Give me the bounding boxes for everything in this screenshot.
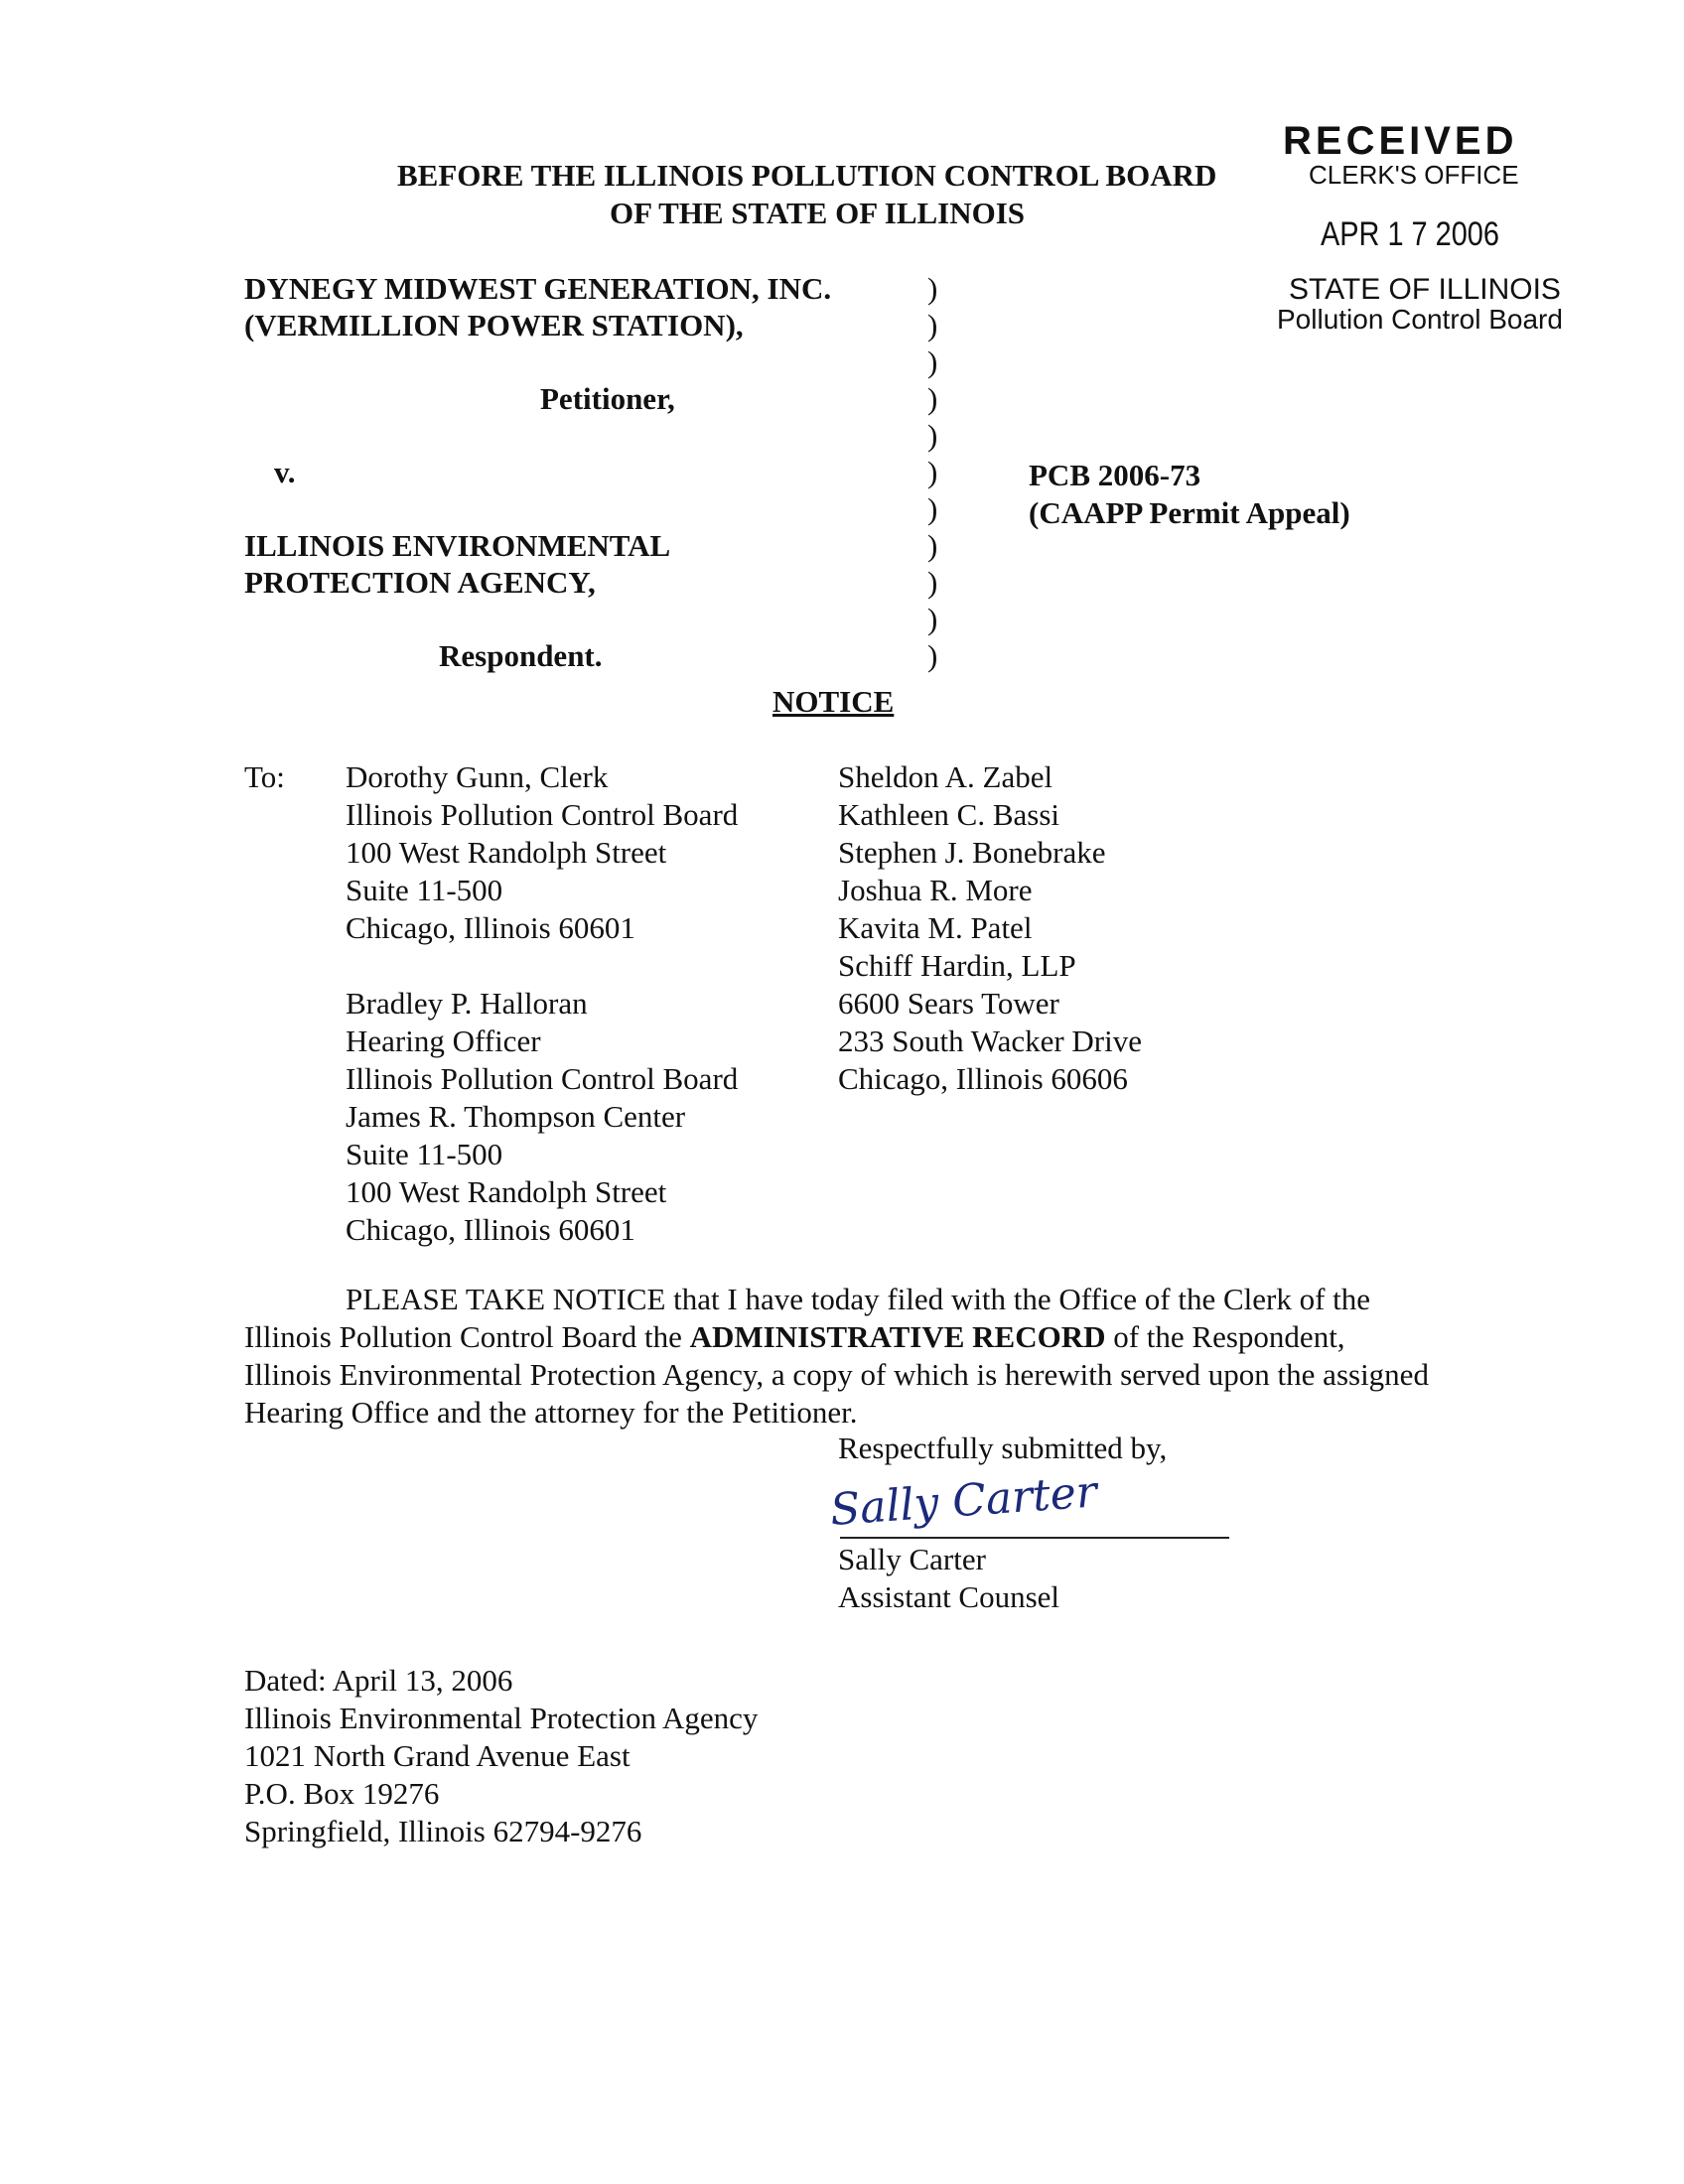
received-stamp-office: CLERK'S OFFICE [1309,160,1519,190]
caption-parentheses [927,270,937,674]
case-info [1029,457,1350,532]
caption-paren: ) [927,455,938,489]
caption-paren: ) [927,308,938,342]
signature: Sally Carter [828,1466,1099,1536]
address-line: Stephen J. Bonebrake [838,835,1106,870]
agency-pobox-line: P.O. Box 19276 [244,1776,440,1811]
agency-name-line: Illinois Environmental Protection Agency [244,1701,759,1735]
address-line: Kathleen C. Bassi [838,797,1059,832]
address-line: Sheldon A. Zabel [838,759,1053,794]
administrative-record-emphasis: ADMINISTRATIVE RECORD [689,1319,1106,1354]
address-line: Illinois Pollution Control Board [346,1061,739,1096]
address-line: Suite 11-500 [346,1137,503,1171]
board-heading: BEFORE THE ILLINOIS POLLUTION CONTROL BOARD [397,158,1217,193]
caption-paren: ) [927,344,938,379]
respectfully-submitted: Respectfully submitted by, [838,1431,1168,1465]
address-line: 6600 Sears Tower [838,986,1059,1021]
recipients-right [838,758,1142,1098]
address-line: Dorothy Gunn, Clerk [346,759,609,794]
address-line: Kavita M. Patel [838,910,1033,945]
dated-block [244,1662,758,1850]
received-stamp-date: APR 1 7 2006 [1321,215,1499,253]
case-type: (CAAPP Permit Appeal) [1029,495,1350,530]
address-line: 100 West Randolph Street [346,1174,667,1209]
signer-name: Sally Carter [838,1542,986,1576]
petitioner-name-line1: DYNEGY MIDWEST GENERATION, INC. [244,271,832,306]
caption-paren: ) [927,528,938,563]
caption-paren: ) [927,271,938,306]
dated-line: Dated: April 13, 2006 [244,1663,513,1698]
address-line: Suite 11-500 [346,873,503,907]
caption-paren: ) [927,381,938,416]
agency-address-line: 1021 North Grand Avenue East [244,1738,631,1773]
to-label: To: [244,759,285,794]
caption-paren: ) [927,491,938,526]
state-heading: OF THE STATE OF ILLINOIS [610,196,1026,230]
address-line: Chicago, Illinois 60601 [346,910,635,945]
address-line: Schiff Hardin, LLP [838,948,1076,983]
address-line: Bradley P. Halloran [346,986,588,1021]
respondent-name-line1: ILLINOIS ENVIRONMENTAL [244,528,671,563]
notice-text-part1: PLEASE TAKE NOTICE that I have today filed with the Office of the Clerk of the Illinois Pollution Control Board the [244,1282,1371,1354]
petitioner-role: Petitioner, [540,381,675,416]
notice-heading: NOTICE [772,684,895,719]
address-line: 233 South Wacker Drive [838,1024,1143,1058]
address-line: Chicago, Illinois 60601 [346,1212,635,1247]
address-line: Illinois Pollution Control Board [346,797,739,832]
respondent-role: Respondent. [439,638,603,673]
signature-line [840,1537,1229,1539]
case-caption [244,270,939,674]
received-stamp-board: Pollution Control Board [1277,304,1563,335]
received-stamp-title: RECEIVED [1283,119,1518,163]
caption-paren: ) [927,418,938,453]
notice-body [244,1281,1436,1432]
case-number: PCB 2006-73 [1029,458,1201,492]
notice-text-part2: of the Respondent, Illinois Environmental Protection Agency, a copy of which is herewith served upon the assigned Hearing Office and the attorney for the Petitioner. [244,1319,1429,1430]
caption-paren: ) [927,638,938,673]
caption-paren: ) [927,565,938,600]
received-stamp-state: STATE OF ILLINOIS [1289,273,1561,306]
address-line: Chicago, Illinois 60606 [838,1061,1128,1096]
caption-paren: ) [927,602,938,636]
petitioner-name-line2: (VERMILLION POWER STATION), [244,308,744,342]
versus-label: v. [274,455,296,489]
address-line: Hearing Officer [346,1024,541,1058]
agency-city-line: Springfield, Illinois 62794-9276 [244,1814,642,1848]
recipients-left [346,758,738,1249]
address-line: James R. Thompson Center [346,1099,686,1134]
signer-title: Assistant Counsel [838,1579,1060,1614]
respondent-name-line2: PROTECTION AGENCY, [244,565,596,600]
address-line: 100 West Randolph Street [346,835,667,870]
address-line: Joshua R. More [838,873,1033,907]
